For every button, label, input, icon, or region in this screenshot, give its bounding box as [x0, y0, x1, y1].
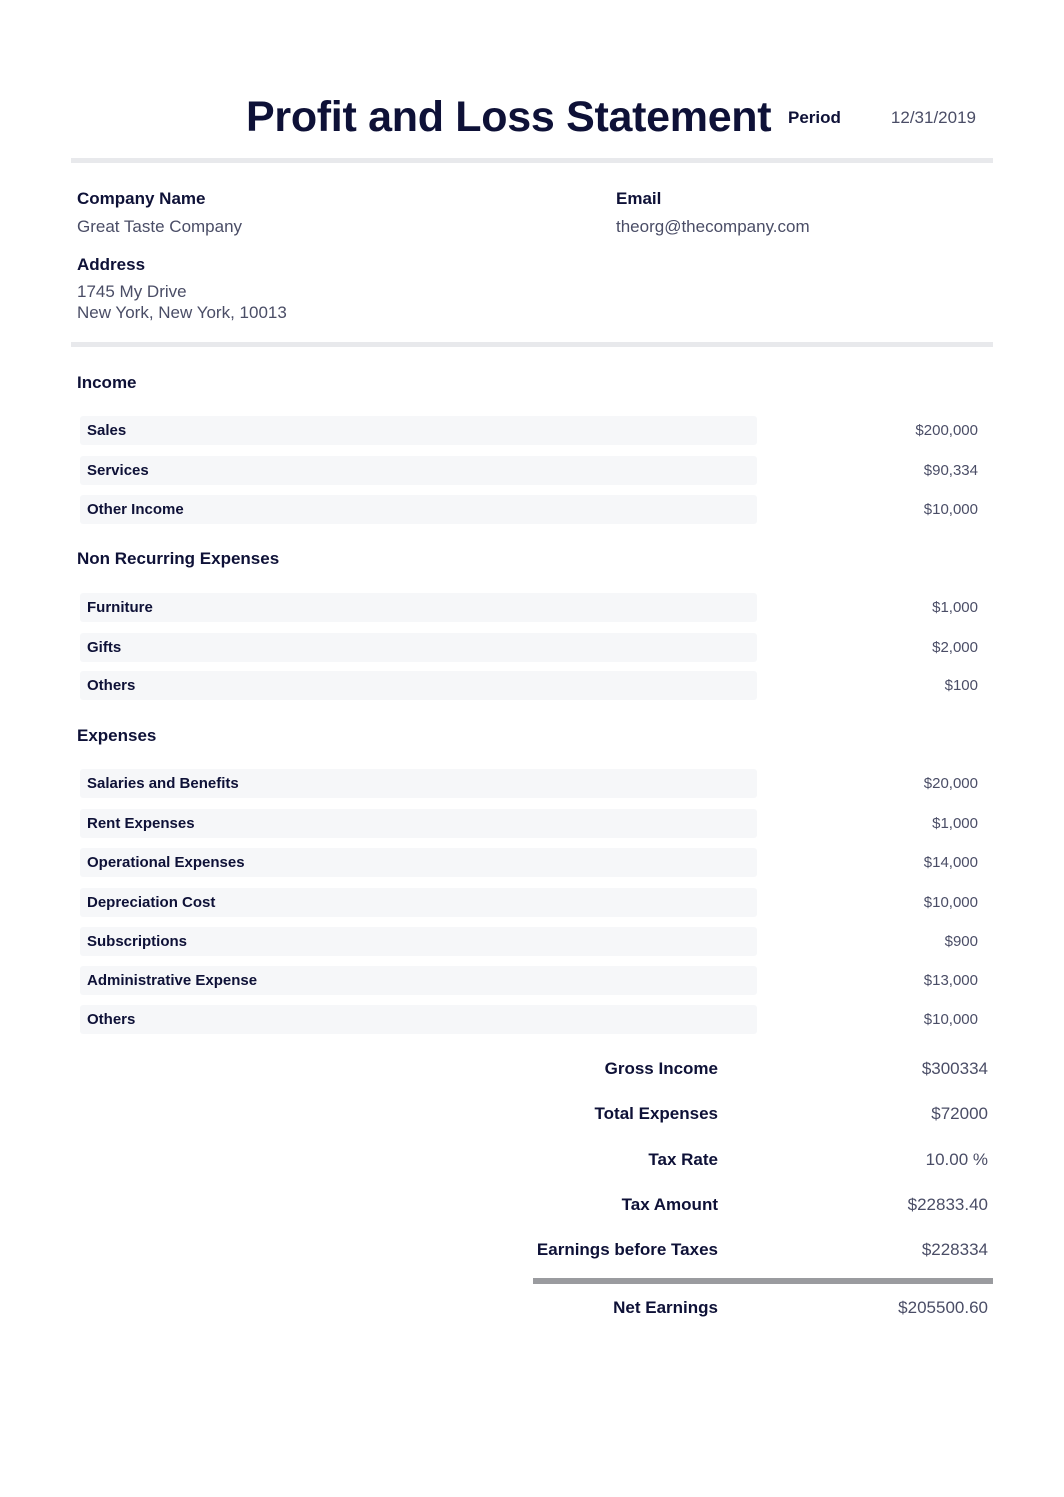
row-label: Services — [87, 462, 149, 479]
table-row — [80, 416, 757, 445]
earnings-before-taxes-label: Earnings before Taxes — [536, 1240, 718, 1259]
email-label: Email — [616, 189, 662, 208]
table-row — [80, 593, 757, 622]
row-amount: $1,000 — [932, 599, 978, 616]
gross-income-value: $300334 — [921, 1059, 988, 1078]
row-label: Rent Expenses — [87, 815, 195, 832]
row-amount: $20,000 — [923, 775, 978, 792]
net-earnings-value: $205500.60 — [898, 1298, 988, 1317]
row-label: Subscriptions — [87, 933, 188, 950]
row-amount: $90,334 — [923, 462, 978, 479]
address-line-2: New York, New York, 10013 — [77, 303, 287, 322]
row-label: Others — [87, 677, 136, 694]
email-value: theorg@thecompany.com — [616, 217, 810, 236]
row-amount: $14,000 — [923, 854, 978, 871]
row-label: Furniture — [87, 599, 153, 616]
row-amount: $10,000 — [923, 501, 978, 518]
row-label: Salaries and Benefits — [87, 775, 239, 792]
section-title-income: Income — [77, 373, 137, 392]
period-label: Period — [788, 108, 841, 127]
row-label: Gifts — [87, 639, 122, 656]
page-title: Profit and Loss Statement — [246, 93, 772, 141]
row-amount: $10,000 — [923, 1011, 978, 1028]
row-amount: $2,000 — [932, 639, 978, 656]
total-expenses-value: $72000 — [931, 1104, 988, 1123]
company-name-value: Great Taste Company — [77, 217, 243, 236]
gross-income-label: Gross Income — [604, 1059, 718, 1078]
row-label: Administrative Expense — [87, 972, 258, 989]
row-amount: $100 — [944, 677, 978, 694]
net-earnings-label: Net Earnings — [613, 1298, 718, 1317]
row-label: Operational Expenses — [87, 854, 245, 871]
row-amount: $1,000 — [932, 815, 978, 832]
tax-amount-value: $22833.40 — [907, 1195, 988, 1214]
address-label: Address — [77, 255, 146, 274]
row-label: Sales — [87, 422, 127, 439]
period-value: 12/31/2019 — [890, 108, 976, 127]
row-amount: $200,000 — [915, 422, 978, 439]
tax-rate-label: Tax Rate — [648, 1150, 718, 1169]
company-name-label: Company Name — [77, 189, 206, 208]
tax-amount-label: Tax Amount — [621, 1195, 718, 1214]
row-amount: $13,000 — [923, 972, 978, 989]
section-title-expenses: Expenses — [77, 726, 157, 745]
document-header — [0, 92, 1064, 148]
row-label: Depreciation Cost — [87, 894, 216, 911]
address-line-1: 1745 My Drive — [77, 282, 187, 301]
row-amount: $900 — [944, 933, 978, 950]
table-row — [80, 671, 757, 700]
header-divider — [71, 158, 993, 163]
total-expenses-label: Total Expenses — [594, 1104, 718, 1123]
section-title-non-recurring: Non Recurring Expenses — [77, 549, 280, 568]
total-divider — [533, 1278, 993, 1284]
table-row — [80, 633, 757, 662]
row-label: Others — [87, 1011, 136, 1028]
earnings-before-taxes-value: $228334 — [921, 1240, 988, 1259]
info-divider — [71, 342, 993, 347]
table-row — [80, 456, 757, 485]
table-row — [80, 1005, 757, 1034]
row-amount: $10,000 — [923, 894, 978, 911]
row-label: Other Income — [87, 501, 184, 518]
tax-rate-value: 10.00 % — [925, 1150, 988, 1169]
